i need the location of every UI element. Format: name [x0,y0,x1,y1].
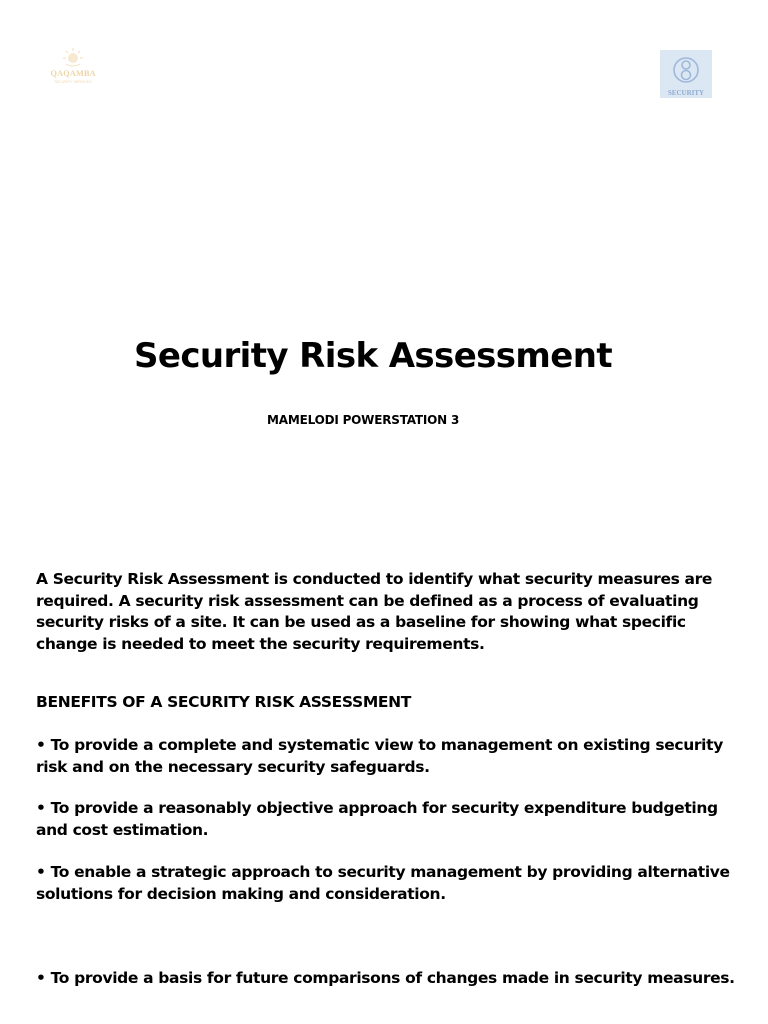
security-shield-logo-icon [660,50,712,98]
benefit-item: • To enable a strategic approach to security management by providing alternative solutions for decision making and consideration. [36,863,730,903]
page-subtitle: MAMELODI POWERSTATION 3 [267,413,460,427]
left-logo-text: QAQAMBA [50,68,96,78]
benefit-item: • To provide a complete and systematic view to management on existing security risk and on the necessary security safeguards. [36,736,723,776]
left-logo-tagline: SECURITY SERVICES [54,80,92,84]
right-logo-text: SECURITY [667,89,705,97]
company-logo-left [44,46,102,86]
company-logo-right [660,50,712,98]
page-title: Security Risk Assessment [134,336,612,376]
qaqamba-sun-logo-icon [44,46,102,86]
intro-paragraph: A Security Risk Assessment is conducted to identify what security measures are required. A security risk assessment can be defined as a process of evaluating security risks of a site. It can be used as a baseline for showing what specific change is needed to meet the security requirements. [36,570,713,653]
benefit-item: • To provide a basis for future comparisons of changes made in security measures. [36,969,735,987]
benefits-heading: BENEFITS OF A SECURITY RISK ASSESSMENT [36,693,411,711]
benefit-item: • To provide a reasonably objective approach for security expenditure budgeting and cost estimation. [36,799,718,839]
